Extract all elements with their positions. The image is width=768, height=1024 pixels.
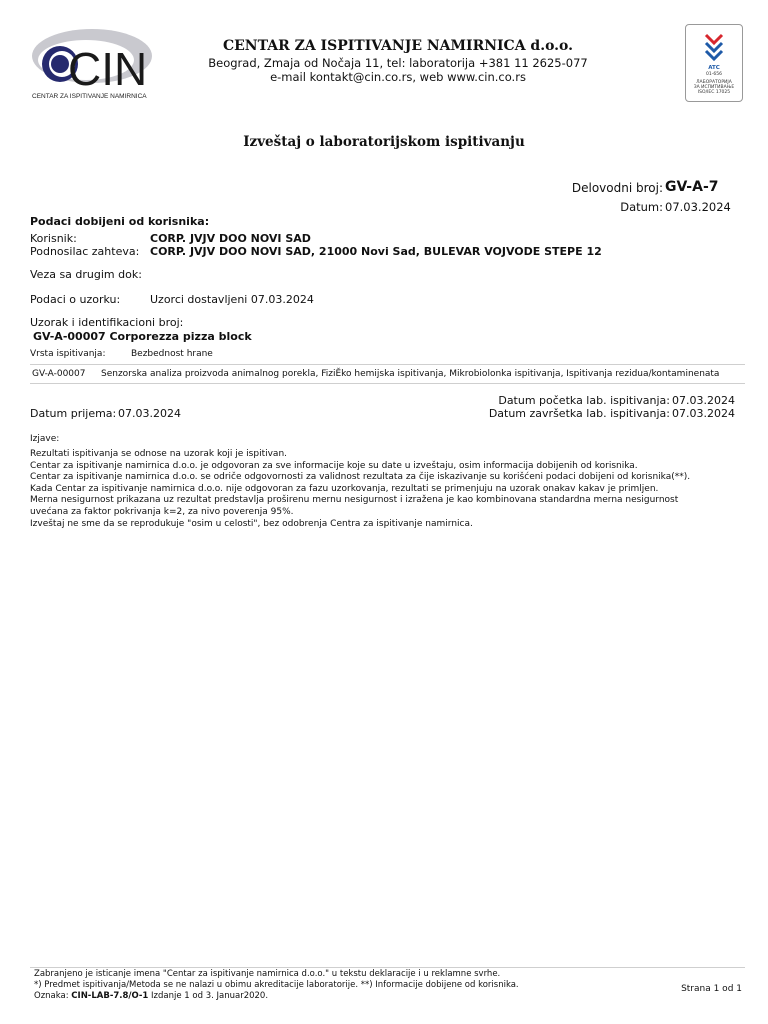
korisnik-value: CORP. JVJV DOO NOVI SAD xyxy=(150,232,311,245)
badge-text-3: ISO/IEC 17025 xyxy=(697,90,731,95)
statement-line: uvećana za faktor pokrivanja k=2, za nivo poverenja 95%. xyxy=(30,506,294,517)
logo-text: CIN xyxy=(68,43,148,95)
prijema-label: Datum prijema: xyxy=(30,407,117,420)
org-name: CENTAR ZA ISPITIVANJE NAMIRNICA d.o.o. xyxy=(222,38,574,54)
sample-id-label: Uzorak i identifikacioni broj: xyxy=(30,316,184,329)
logo-subtitle: CENTAR ZA ISPITIVANJE NAMIRNICA xyxy=(32,93,147,100)
pocetka-label: Datum početka lab. ispitivanja: xyxy=(498,394,670,407)
atc-logo-icon xyxy=(702,31,726,63)
vrsta-value: Bezbednost hrane xyxy=(131,349,213,359)
page-number: Strana 1 od 1 xyxy=(681,984,742,994)
statements-list xyxy=(30,449,745,530)
statement-line: Izveštaj ne sme da se reprodukuje "osim u celosti", bez odobrenja Centra za ispitivanje namirnica. xyxy=(30,518,473,529)
badge-text-2: ЗА ИСПИТИВАЊЕ xyxy=(693,85,735,90)
footer-oznaka xyxy=(34,991,268,1002)
podnosilac-value: CORP. JVJV DOO NOVI SAD, 21000 Novi Sad, BULEVAR VOJVODE STEPE 12 xyxy=(150,245,602,258)
oznaka-label: Oznaka: xyxy=(34,991,69,1001)
statements-title: Izjave: xyxy=(30,434,60,444)
badge-label: ATC xyxy=(708,65,720,71)
datum-label: Datum: xyxy=(620,200,663,214)
podnosilac-label: Podnosilac zahteva: xyxy=(30,245,140,258)
veza-label: Veza sa drugim dok: xyxy=(30,268,142,281)
zavrsetka-value: 07.03.2024 xyxy=(672,407,735,420)
footer-divider xyxy=(30,967,745,968)
divider-bottom xyxy=(30,383,745,384)
sample-id-value: GV-A-00007 Corporezza pizza block xyxy=(33,330,252,343)
statement-line: Merna nesigurnost prikazana uz rezultat predstavlja proširenu mernu nesigurnost i izražena je kao kombinovana standardna merna nesigurnost xyxy=(30,495,679,506)
test-row-code: GV-A-00007 xyxy=(32,369,86,379)
podaci-uzorku-value: Uzorci dostavljeni 07.03.2024 xyxy=(150,293,314,306)
client-section-title: Podaci dobijeni od korisnika: xyxy=(30,215,210,228)
cin-logo xyxy=(30,26,182,102)
badge-number: 01-656 xyxy=(706,72,722,77)
org-email: e-mail kontakt@cin.co.rs, web www.cin.co.rs xyxy=(270,70,526,84)
footer-note-1: Zabranjeno je isticanje imena "Centar za ispitivanje namirnica d.o.o." u tekstu deklaracije i u reklamne svrhe. xyxy=(34,969,501,979)
test-row-tests: Senzorska analiza proizvoda animalnog porekla, FiziĔko hemijska ispitivanja, Mikrobiolonka ispitivanja, Ispitivanja rezidua/kontaminenata xyxy=(101,369,720,379)
accreditation-badge xyxy=(685,24,743,102)
statement-line: Centar za ispitivanje namirnica d.o.o. je odgovoran za sve informacije koje su date u izveštaju, osim informacija dobijenih od korisnika. xyxy=(30,460,638,471)
statement-line: Kada Centar za ispitivanje namirnica d.o.o. nije odgovoran za fazu uzorkovanja, rezultati se primenjuju na uzorak onakav kakav je primljen. xyxy=(30,483,659,494)
prijema-value: 07.03.2024 xyxy=(118,407,181,420)
delovodni-label: Delovodni broj: xyxy=(571,181,663,195)
pocetka-value: 07.03.2024 xyxy=(672,394,735,407)
podaci-uzorku-label: Podaci o uzorku: xyxy=(30,293,121,306)
delovodni-value: GV-A-7 xyxy=(665,179,719,195)
org-address: Beograd, Zmaja od Nočaja 11, tel: laboratorija +381 11 2625-077 xyxy=(208,56,588,70)
statement-line: Rezultati ispitivanja se odnose na uzorak koji je ispitivan. xyxy=(30,449,288,459)
vrsta-label: Vrsta ispitivanja: xyxy=(30,349,106,359)
izdanje: Izdanje 1 od 3. Januar2020. xyxy=(151,991,269,1001)
oznaka-value: CIN-LAB-7.8/O-1 xyxy=(71,991,149,1001)
datum-value: 07.03.2024 xyxy=(665,200,731,214)
zavrsetka-label: Datum završetka lab. ispitivanja: xyxy=(488,407,670,420)
report-title: Izveštaj o laboratorijskom ispitivanju xyxy=(243,134,525,150)
divider-top xyxy=(30,364,745,365)
statement-line: Centar za ispitivanje namirnica d.o.o. se odriče odgovornosti za validnost rezultata za čije iskazivanje su korišćeni podaci dobijeni od korisnika(**). xyxy=(30,472,691,483)
korisnik-label: Korisnik: xyxy=(30,232,77,245)
badge-text-1: ЛАБОРАТОРИЈА xyxy=(696,80,732,85)
footer-note-2: *) Predmet ispitivanja/Metoda se ne nalazi u obimu akreditacije laboratorije. **) Informacije dobijene od korisnika. xyxy=(34,980,519,990)
